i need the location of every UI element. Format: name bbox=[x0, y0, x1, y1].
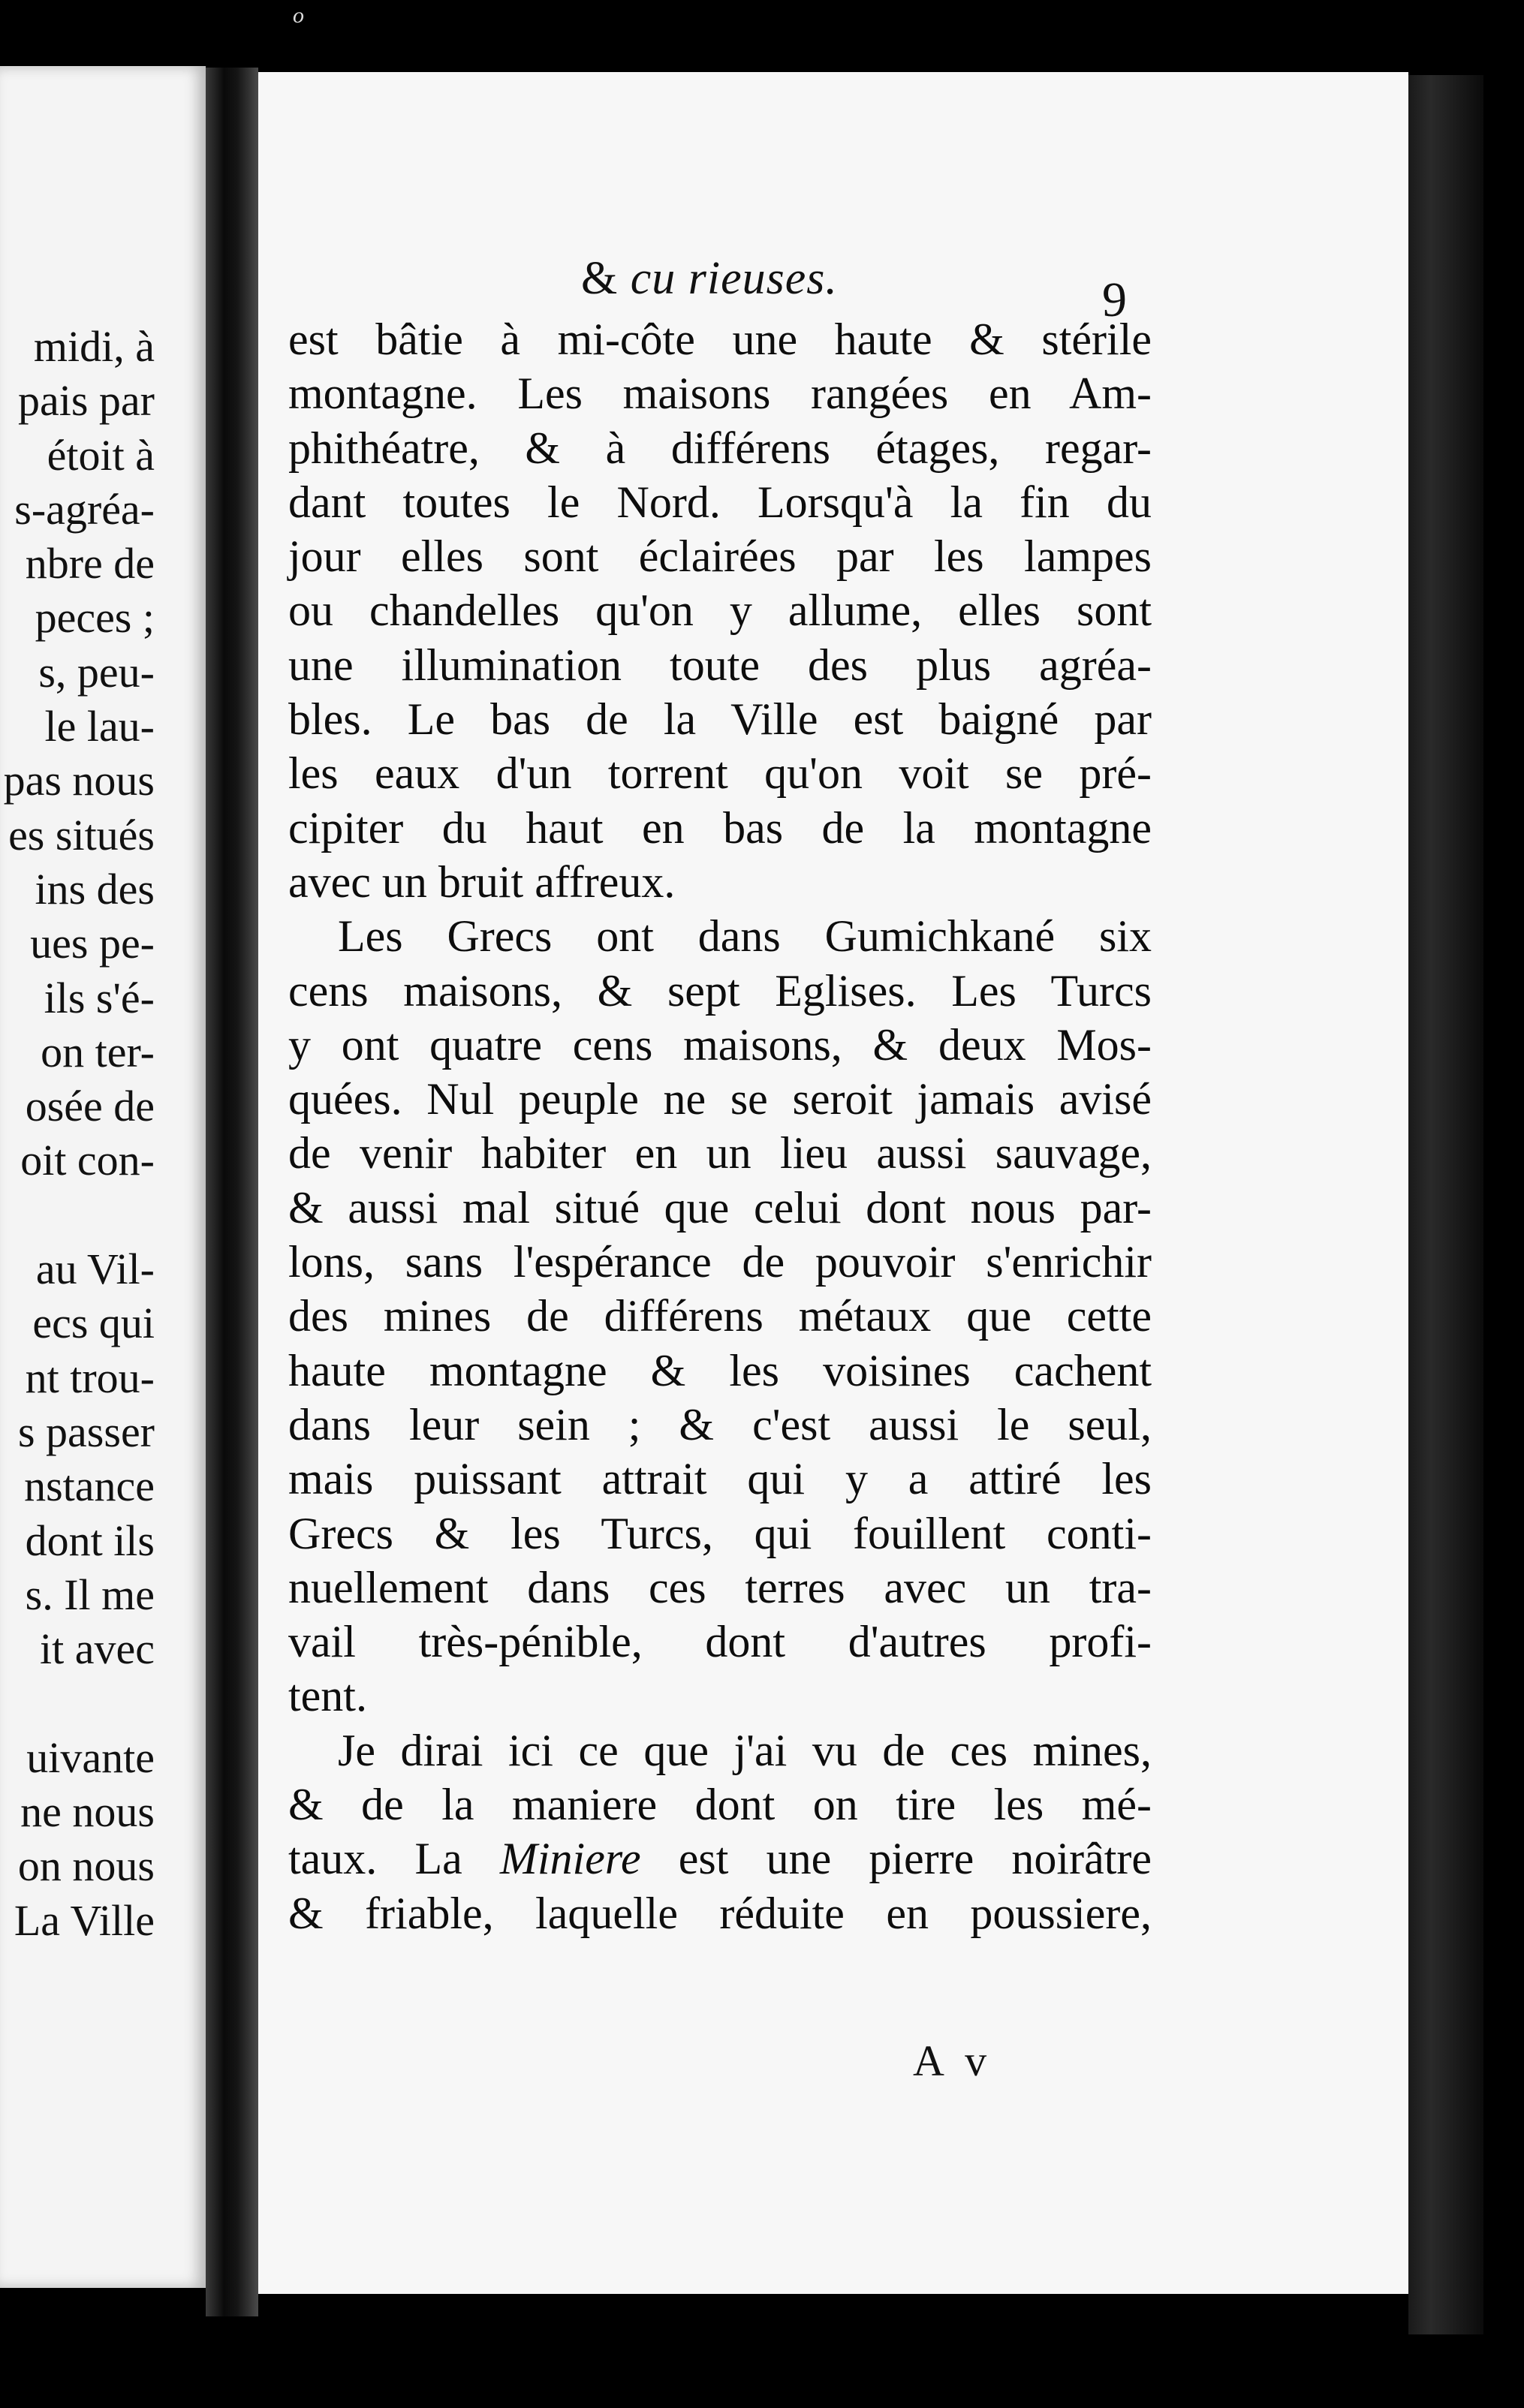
left-line: s-agréa- bbox=[14, 484, 155, 534]
text-line-with-italic bbox=[288, 1832, 1152, 1886]
left-line: ils s'é- bbox=[44, 973, 155, 1022]
left-line: La Ville bbox=[14, 1895, 155, 1945]
text-line: & aussi mal situé que celui dont nous par- bbox=[288, 1182, 1152, 1233]
text-line: des mines de différens métaux que cette bbox=[288, 1291, 1152, 1341]
left-line: nbre de bbox=[25, 539, 155, 588]
text-line: Je dirai ici ce que j'ai vu de ces mines, bbox=[338, 1725, 1152, 1775]
left-line: oit con- bbox=[20, 1136, 155, 1185]
text-line: y ont quatre cens maisons, & deux Mos- bbox=[288, 1019, 1152, 1070]
left-line: peces ; bbox=[35, 593, 155, 643]
left-line: dont ils bbox=[25, 1516, 155, 1565]
text-segment: est une pierre noirâtre bbox=[640, 1834, 1152, 1884]
text-line: haute montagne & les voisines cachent bbox=[288, 1345, 1152, 1395]
left-line: s, peu- bbox=[38, 647, 155, 697]
left-line: pas nous bbox=[3, 756, 155, 805]
left-line: étoit à bbox=[47, 430, 155, 480]
text-line: montagne. Les maisons rangées en Am- bbox=[288, 369, 1152, 419]
signature-mark: A v bbox=[913, 2036, 993, 2085]
text-line: une illumination toute des plus agréa- bbox=[288, 640, 1152, 690]
left-line: ues pe- bbox=[30, 919, 155, 968]
text-line: ou chandelles qu'on y allume, elles sont bbox=[288, 585, 1152, 636]
text-line: phithéatre, & à différens étages, regar- bbox=[288, 423, 1152, 473]
left-line: pais par bbox=[18, 376, 155, 426]
text-line: mais puissant attrait qui y a attiré les bbox=[288, 1454, 1152, 1504]
main-page bbox=[258, 72, 1408, 2294]
left-line-gap bbox=[0, 1188, 155, 1242]
page-edge-shadow bbox=[1408, 75, 1483, 2334]
text-line: tent. bbox=[288, 1671, 367, 1721]
running-head-amp: & bbox=[581, 253, 619, 304]
running-head bbox=[581, 252, 1107, 306]
text-line: quées. Nul peuple ne se seroit jamais avisé bbox=[288, 1074, 1152, 1124]
text-line: dant toutes le Nord. Lorsqu'à la fin du bbox=[288, 477, 1152, 527]
text-line: de venir habiter en un lieu aussi sauvage, bbox=[288, 1128, 1152, 1178]
left-line: it avec bbox=[40, 1624, 155, 1674]
top-speck: o bbox=[293, 3, 304, 28]
text-line: cens maisons, & sept Eglises. Les Turcs bbox=[288, 965, 1152, 1016]
text-line: jour elles sont éclairées par les lampes bbox=[288, 531, 1152, 582]
text-line: dans leur sein ; & c'est aussi le seul, bbox=[288, 1399, 1152, 1449]
left-page-text bbox=[0, 320, 155, 1948]
left-line: s passer bbox=[17, 1407, 155, 1456]
left-line: ecs qui bbox=[32, 1299, 155, 1348]
italic-word: Miniere bbox=[499, 1834, 641, 1884]
left-line: le lau- bbox=[44, 702, 155, 751]
text-line: Les Grecs ont dans Gumichkané six bbox=[338, 911, 1152, 962]
left-line: s. Il me bbox=[25, 1570, 155, 1619]
left-line: es situés bbox=[8, 810, 155, 859]
left-line-gap bbox=[0, 1676, 155, 1730]
left-line: nstance bbox=[24, 1461, 155, 1511]
left-line: osée de bbox=[25, 1082, 155, 1131]
text-line: & friable, laquelle réduite en poussiere, bbox=[288, 1888, 1152, 1938]
left-line: nt trou- bbox=[25, 1353, 155, 1402]
left-line: ins des bbox=[35, 864, 155, 914]
text-segment: taux. La bbox=[288, 1834, 500, 1884]
text-line: vail très-pénible, dont d'autres profi- bbox=[288, 1617, 1152, 1667]
text-line: Grecs & les Turcs, qui fouillent conti- bbox=[288, 1508, 1152, 1558]
text-line: bles. Le bas de la Ville est baigné par bbox=[288, 694, 1152, 745]
left-line: ne nous bbox=[20, 1787, 155, 1837]
text-line: lons, sans l'espérance de pouvoir s'enrichir bbox=[288, 1237, 1152, 1287]
text-line: & de la maniere dont on tire les mé- bbox=[288, 1780, 1152, 1830]
text-line: cipiter du haut en bas de la montagne bbox=[288, 802, 1152, 853]
body-text bbox=[288, 312, 1152, 1940]
text-line: les eaux d'un torrent qu'on voit se pré- bbox=[288, 748, 1152, 799]
left-line: on ter- bbox=[41, 1027, 155, 1076]
page-number: 9 bbox=[1102, 272, 1127, 327]
left-facing-page bbox=[0, 66, 206, 2288]
text-line: est bâtie à mi-côte une haute & stérile bbox=[288, 315, 1152, 364]
left-line: midi, à bbox=[33, 322, 155, 371]
book-gutter bbox=[206, 68, 258, 2316]
left-line: au Vil- bbox=[35, 1245, 155, 1294]
left-line: uivante bbox=[26, 1732, 155, 1782]
text-line: nuellement dans ces terres avec un tra- bbox=[288, 1562, 1152, 1612]
left-line: on nous bbox=[17, 1841, 155, 1891]
running-head-word: cu rieuses. bbox=[630, 253, 838, 304]
text-line: avec un bruit affreux. bbox=[288, 856, 676, 907]
